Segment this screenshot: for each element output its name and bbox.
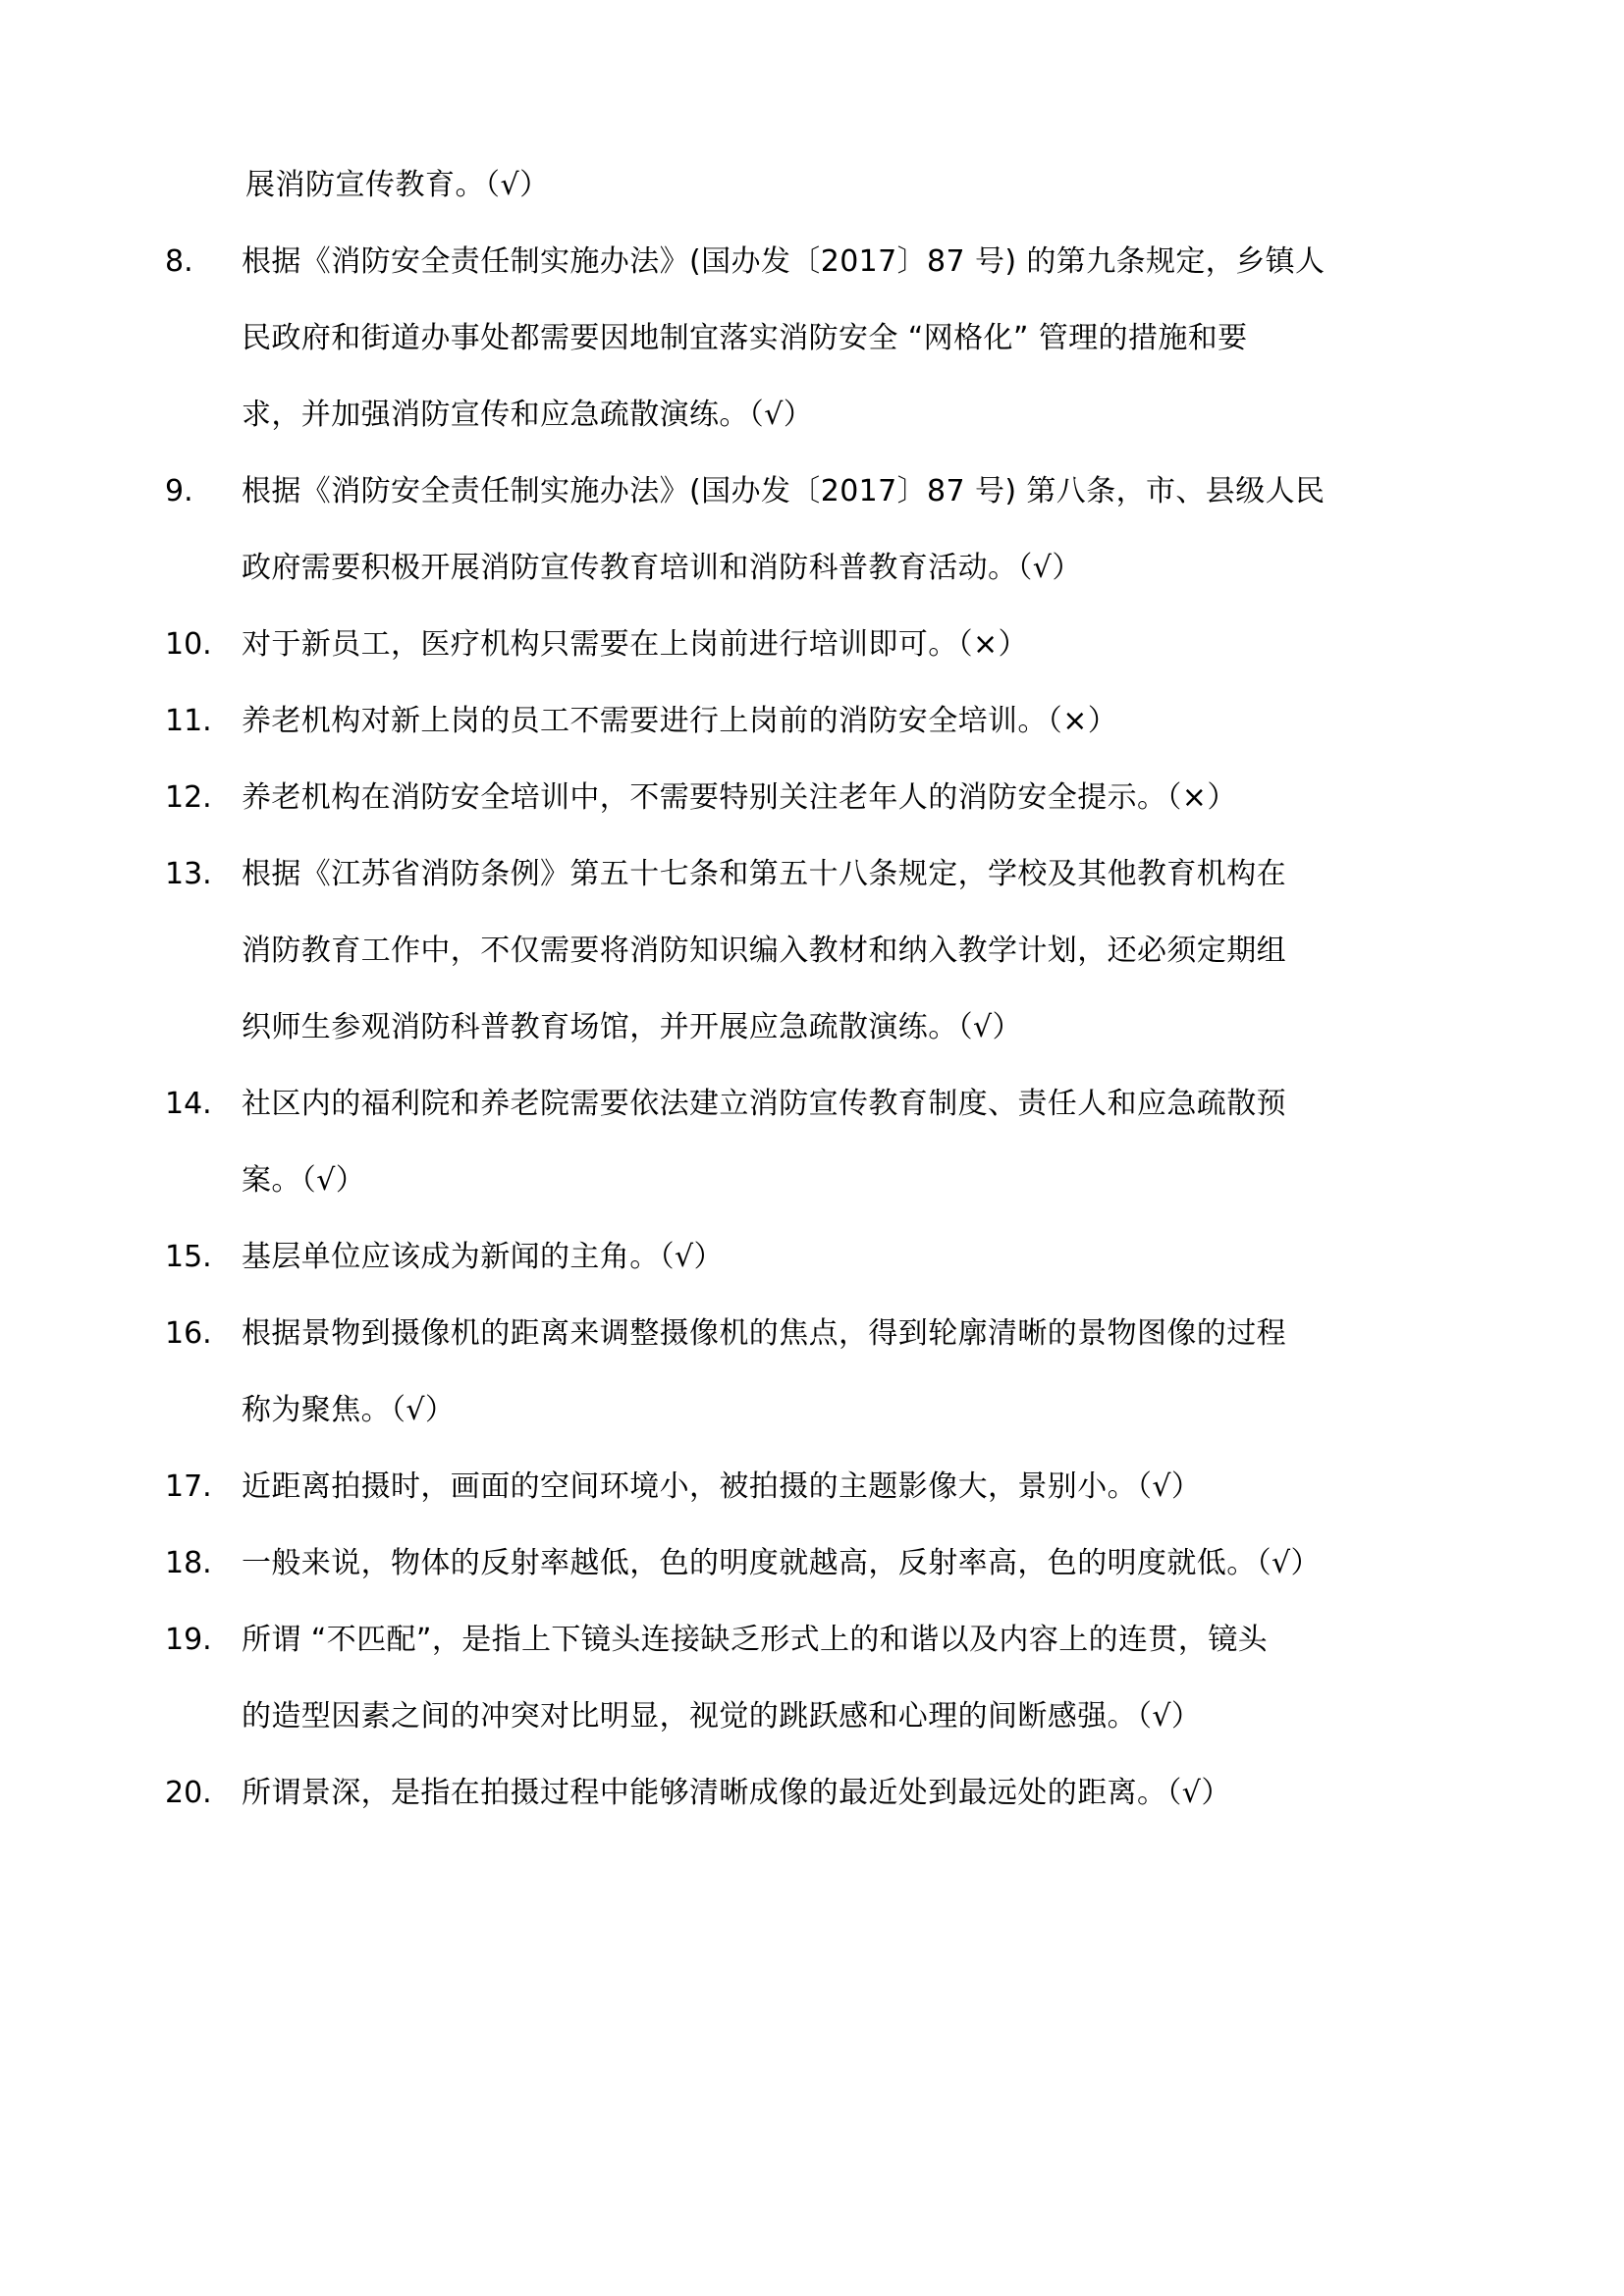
question-line: 根据《消防安全责任制实施办法》(国办发〔2017〕87 号) 的第九条规定，乡镇人 bbox=[242, 244, 1326, 279]
question-text bbox=[242, 683, 1461, 760]
question-list bbox=[165, 224, 1461, 1832]
question-line: 所谓景深，是指在拍摄过程中能够清晰成像的最近处到最远处的距离。（√） bbox=[242, 1776, 1231, 1810]
question-line: 根据《消防安全责任制实施办法》(国办发〔2017〕87 号) 第八条，市、县级人民 bbox=[242, 474, 1326, 508]
question-line: 民政府和街道办事处都需要因地制宜落实消防安全 “网格化” 管理的措施和要 bbox=[242, 321, 1248, 355]
question-item bbox=[165, 224, 1461, 454]
question-number: 13. bbox=[165, 857, 212, 891]
question-text bbox=[242, 1602, 1461, 1755]
question-line: 对于新员工，医疗机构只需要在上岗前进行培训即可。（×） bbox=[242, 627, 1028, 662]
question-number: 19. bbox=[165, 1623, 212, 1657]
question-line: 称为聚焦。（√） bbox=[242, 1393, 456, 1427]
question-item bbox=[165, 1219, 1461, 1296]
question-text bbox=[242, 1066, 1461, 1219]
question-line: 的造型因素之间的冲突对比明显，视觉的跳跃感和心理的间断感强。（√） bbox=[242, 1699, 1202, 1734]
question-line: 养老机构在消防安全培训中，不需要特别关注老年人的消防安全提示。（×） bbox=[242, 780, 1237, 815]
question-line: 根据景物到摄像机的距离来调整摄像机的焦点，得到轮廓清晰的景物图像的过程 bbox=[242, 1316, 1286, 1351]
question-text bbox=[242, 1755, 1461, 1832]
question-number: 18. bbox=[165, 1546, 212, 1580]
question-number: 20. bbox=[165, 1776, 212, 1810]
question-item bbox=[165, 1525, 1461, 1602]
question-text bbox=[242, 1296, 1461, 1449]
question-line: 案。（√） bbox=[242, 1163, 366, 1198]
carryover-line: 展消防宣传教育。（√） bbox=[245, 168, 550, 202]
question-text bbox=[242, 454, 1461, 607]
question-text bbox=[242, 836, 1461, 1066]
question-line: 根据《江苏省消防条例》第五十七条和第五十八条规定，学校及其他教育机构在 bbox=[242, 857, 1286, 891]
question-item bbox=[165, 1296, 1461, 1449]
question-number: 14. bbox=[165, 1087, 212, 1121]
question-line: 消防教育工作中，不仅需要将消防知识编入教材和纳入教学计划，还必须定期组 bbox=[242, 934, 1286, 968]
question-line: 一般来说，物体的反射率越低，色的明度就越高，反射率高，色的明度就低。（√） bbox=[242, 1546, 1321, 1580]
question-text bbox=[242, 1449, 1461, 1525]
question-line: 基层单位应该成为新闻的主角。（√） bbox=[242, 1240, 724, 1274]
question-item bbox=[165, 607, 1461, 683]
question-item bbox=[165, 836, 1461, 1066]
question-number: 16. bbox=[165, 1316, 212, 1351]
question-number: 15. bbox=[165, 1240, 212, 1274]
question-text bbox=[242, 224, 1461, 454]
question-line: 近距离拍摄时，画面的空间环境小，被拍摄的主题影像大，景别小。（√） bbox=[242, 1469, 1202, 1504]
question-number: 9. bbox=[165, 474, 193, 508]
question-item bbox=[165, 1449, 1461, 1525]
question-line: 政府需要积极开展消防宣传教育培训和消防科普教育活动。（√） bbox=[242, 551, 1082, 585]
question-line: 社区内的福利院和养老院需要依法建立消防宣传教育制度、责任人和应急疏散预 bbox=[242, 1087, 1286, 1121]
question-text bbox=[242, 607, 1461, 683]
question-item bbox=[165, 454, 1461, 607]
question-line: 求，并加强消防宣传和应急疏散演练。（√） bbox=[242, 398, 814, 432]
page-content bbox=[165, 147, 1461, 1832]
question-item bbox=[165, 1755, 1461, 1832]
question-text bbox=[242, 760, 1461, 836]
question-number: 10. bbox=[165, 627, 212, 662]
question-text bbox=[242, 1525, 1461, 1602]
question-number: 12. bbox=[165, 780, 212, 815]
question-number: 8. bbox=[165, 244, 193, 279]
question-number: 11. bbox=[165, 704, 212, 738]
question-number: 17. bbox=[165, 1469, 212, 1504]
question-item bbox=[165, 1602, 1461, 1755]
question-line: 养老机构对新上岗的员工不需要进行上岗前的消防安全培训。（×） bbox=[242, 704, 1118, 738]
question-text bbox=[242, 1219, 1461, 1296]
question-line: 织师生参观消防科普教育场馆，并开展应急疏散演练。（√） bbox=[242, 1010, 1022, 1044]
question-item bbox=[165, 1066, 1461, 1219]
question-item bbox=[165, 760, 1461, 836]
question-line: 所谓 “不匹配”，是指上下镜头连接缺乏形式上的和谐以及内容上的连贯，镜头 bbox=[242, 1623, 1269, 1657]
question-item bbox=[165, 683, 1461, 760]
